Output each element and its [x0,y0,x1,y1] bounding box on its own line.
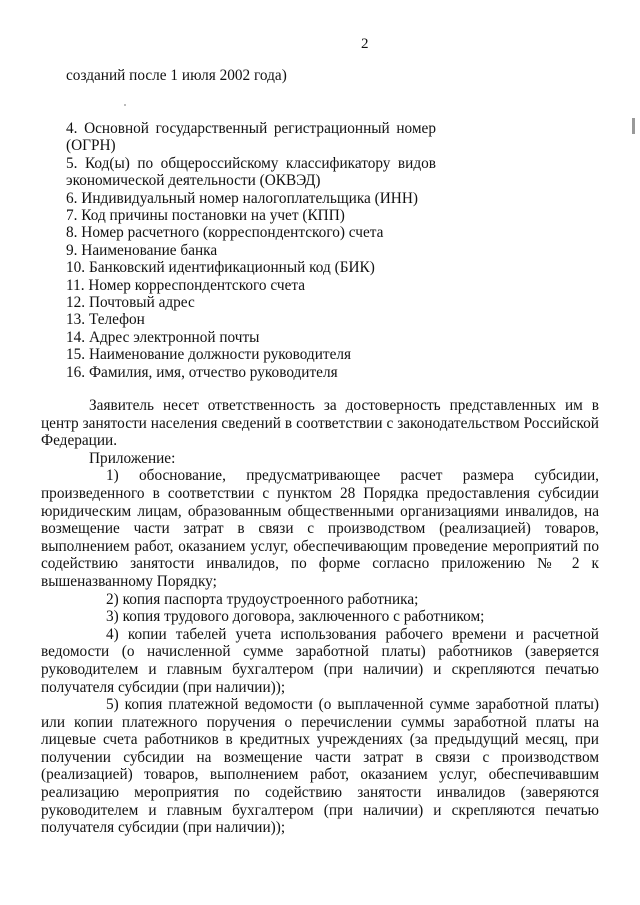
field-item: 12. Почтовый адрес [66,294,195,312]
field-item: 9. Наименование банка [66,241,218,259]
lead-line: созданий после 1 июля 2002 года) [66,67,287,84]
scan-edge-mark [632,118,635,134]
responsibility-paragraph: Заявитель несет ответственность за достоверность представленных им в центр занятости населения сведений в соответствии с законодательством Российской Федерации. [41,397,599,450]
attachment-item: 1) обоснование, предусматривающее расчет размера субсидии, произведенного в соответствии с пунктом 28 Порядка предоставления субсидии юридическим лицам, образованным общественными организациями инвалидов, на возмещение части затрат в связи с производством (реализацией) товаров, выполнением работ, оказанием услуг, обеспечивающим проведение мероприятий по содействию занятости инвалидов, по форме согласно приложению № 2 к вышеназванному Порядку; [41,467,599,590]
field-item: 7. Код причины постановки на учет (КПП) [66,207,345,225]
field-item: 10. Банковский идентификационный код (БИК) [66,259,375,277]
scan-dot [124,104,126,106]
field-item: 4. Основной государственный регистрационный номер (ОГРН) [66,120,436,155]
attachment-item: 4) копии табелей учета использования рабочего времени и расчетной ведомости (о начисленной сумме заработной платы) работников (заверяется руководителем и главным бухгалтером (при наличии) и скрепляются печатью получателя субсидии (при наличии)); [41,625,599,696]
field-item: 13. Телефон [66,311,145,329]
field-item: 15. Наименование должности руководителя [66,346,352,364]
attachment-item: 3) копия трудового договора, заключенного с работником; [106,608,485,626]
field-item: 11. Номер корреспондентского счета [66,276,306,294]
statement-body [41,397,599,837]
attachment-item: 2) копия паспорта трудоустроенного работника; [106,590,419,608]
attachment-item: 5) копия платежной ведомости (о выплаченной сумме заработной платы) или копии платежного поручения о перечислении суммы заработной платы на лицевые счета работников в кредитных учреждениях (за предыдущий месяц, при получении субсидии на возмещение части затрат в связи с производством (реализацией) товаров, выполнением работ, оказанием услуг, обеспечивавшим реализацию мероприятия по содействию занятости инвалидов (заверяются руководителем и главным бухгалтером (при наличии) и скрепляются печатью получателя субсидии (при наличии)); [41,696,599,837]
page-number: 2 [361,36,369,52]
field-item: 6. Индивидуальный номер налогоплательщика (ИНН) [66,189,418,207]
field-list [66,120,606,381]
field-item: 14. Адрес электронной почты [66,328,260,346]
field-item: 8. Номер расчетного (корреспондентского) счета [66,224,384,242]
field-item: 16. Фамилия, имя, отчество руководителя [66,363,338,381]
field-item: 5. Код(ы) по общероссийскому классификатору видов экономической деятельности (ОКВЭД) [66,154,436,190]
attachment-heading: Приложение: [89,449,176,467]
